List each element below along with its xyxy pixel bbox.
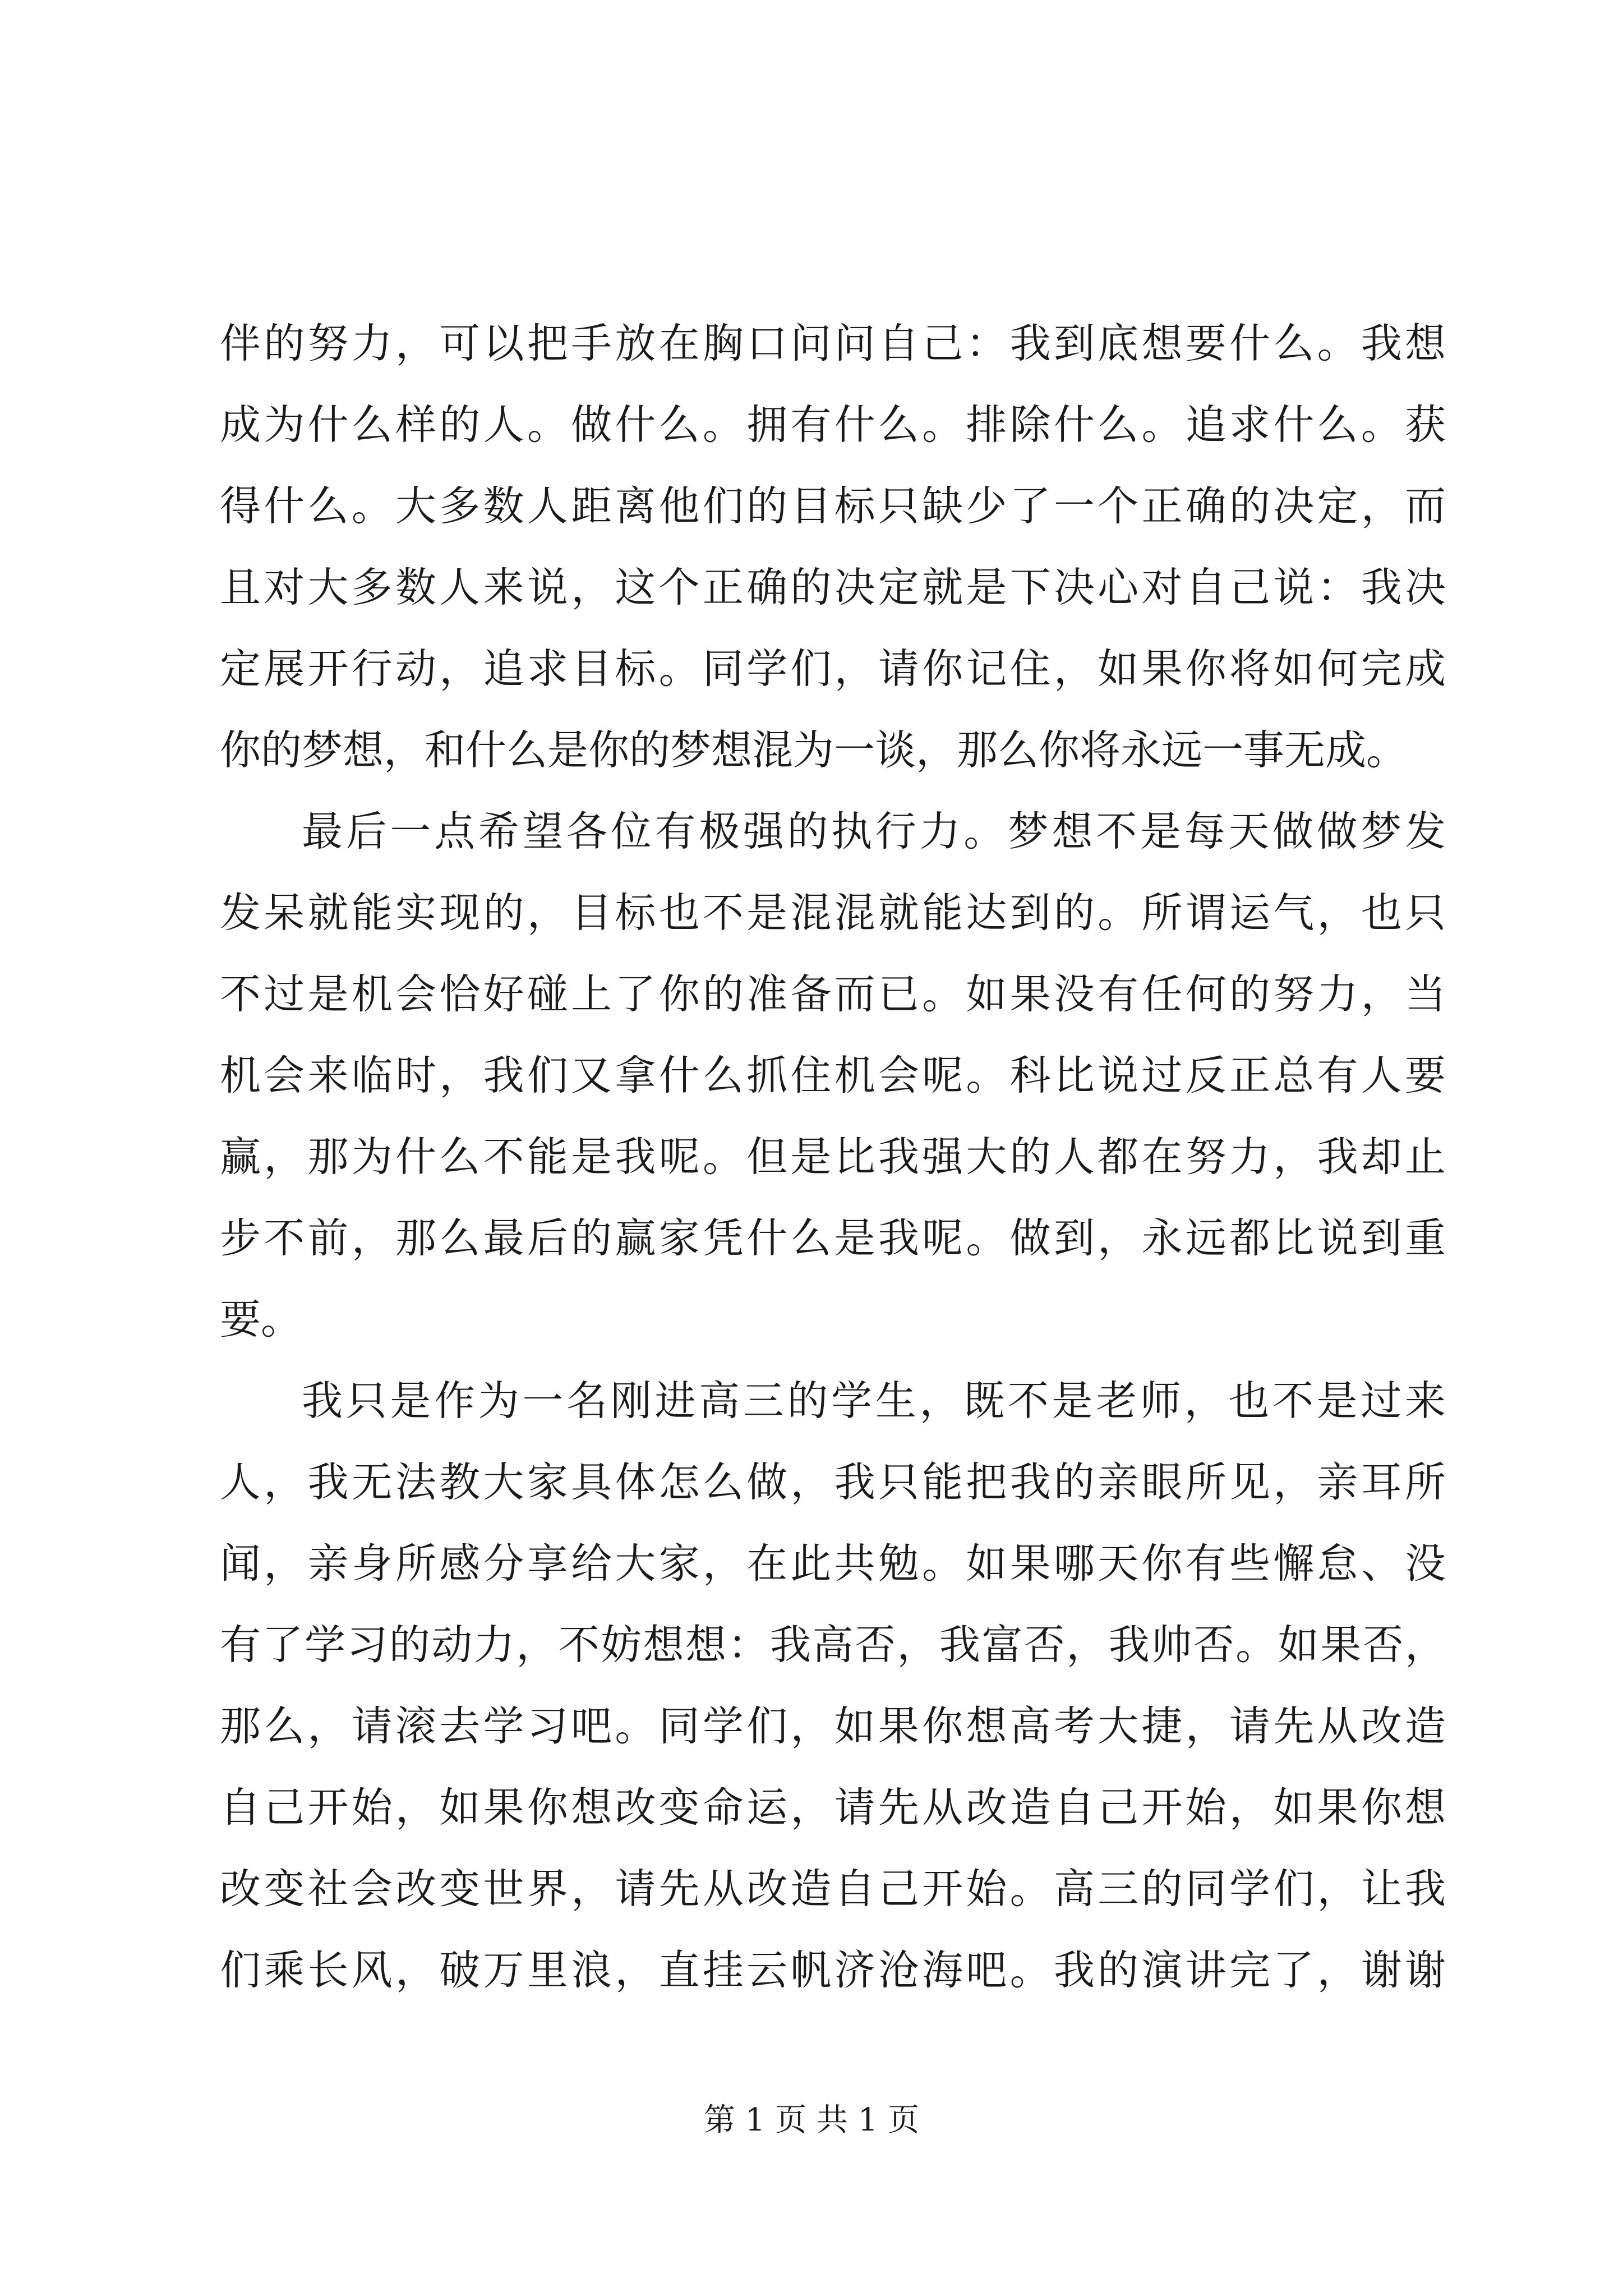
page-footer (0, 2101, 1623, 2140)
text-line: 成为什么样的人。做什么。拥有什么。排除什么。追求什么。获 (220, 401, 1446, 449)
text-line: 得什么。大多数人距离他们的目标只缺少了一个正确的决定，而 (220, 482, 1446, 530)
text-line: 且对大多数人来说，这个正确的决定就是下决心对自己说：我决 (220, 564, 1446, 611)
text-line: 闻，亲身所感分享给大家，在此共勉。如果哪天你有些懈怠、没 (220, 1540, 1446, 1588)
text-line: 自己开始，如果你想改变命运，请先从改造自己开始，如果你想 (220, 1784, 1446, 1832)
text-line: 赢，那为什么不能是我呢。但是比我强大的人都在努力，我却止 (220, 1133, 1446, 1181)
page-number-label: 第 1 页 共 1 页 (703, 2102, 920, 2138)
text-line: 人，我无法教大家具体怎么做，我只能把我的亲眼所见，亲耳所 (220, 1458, 1446, 1506)
text-line: 改变社会改变世界，请先从改造自己开始。高三的同学们，让我 (220, 1865, 1446, 1913)
text-line: 伴的努力，可以把手放在胸口问问自己：我到底想要什么。我想 (220, 320, 1446, 367)
text-line: 那么，请滚去学习吧。同学们，如果你想高考大捷，请先从改造 (220, 1703, 1446, 1750)
text-line: 步不前，那么最后的赢家凭什么是我呢。做到，永远都比说到重 (220, 1214, 1446, 1262)
document-body (220, 303, 1446, 2011)
text-line: 们乘长风，破万里浪，直挂云帆济沧海吧。我的演讲完了，谢谢 (220, 1947, 1446, 1994)
text-line: 定展开行动，追求目标。同学们，请你记住，如果你将如何完成 (220, 645, 1446, 693)
text-line: 机会来临时，我们又拿什么抓住机会呢。科比说过反正总有人要 (220, 1052, 1446, 1099)
text-line: 不过是机会恰好碰上了你的准备而已。如果没有任何的努力，当 (220, 970, 1446, 1018)
text-line: 有了学习的动力，不妨想想：我高否，我富否，我帅否。如果否， (220, 1621, 1446, 1669)
text-line: 发呆就能实现的，目标也不是混混就能达到的。所谓运气，也只 (220, 889, 1446, 937)
text-line: 你的梦想，和什么是你的梦想混为一谈，那么你将永远一事无成。 (220, 726, 1407, 774)
text-line: 要。 (220, 1296, 302, 1343)
text-line: 我只是作为一名刚进高三的学生，既不是老师，也不是过来 (302, 1377, 1446, 1425)
text-line: 最后一点希望各位有极强的执行力。梦想不是每天做做梦发 (302, 808, 1446, 855)
